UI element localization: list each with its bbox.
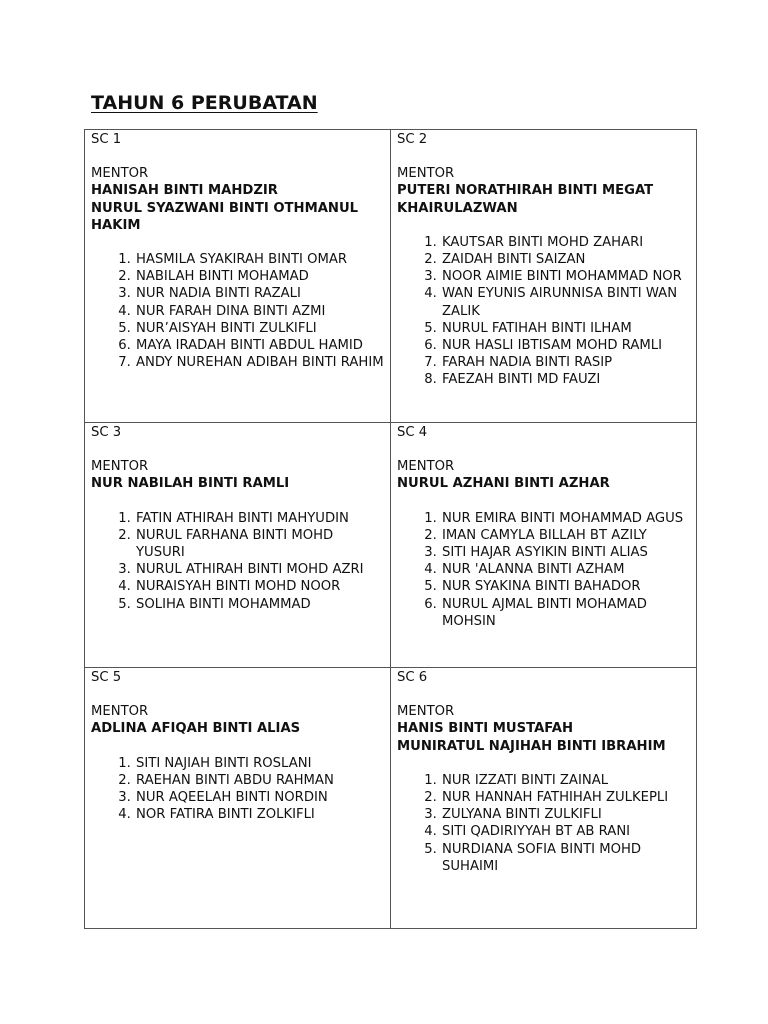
mentor-label: MENTOR [397,166,455,182]
list-item: 3. SITI HAJAR ASYIKIN BINTI ALIAS [441,544,690,561]
list-item: 1. SITI NAJIAH BINTI ROSLANI [135,755,384,772]
list-item: 5. NURUL FATIHAH BINTI ILHAM [441,320,690,337]
list-item: 2. RAEHAN BINTI ABDU RAHMAN [135,772,384,789]
group-cell [391,423,697,668]
mentor-name: HANISAH BINTI MAHDZIR [91,183,278,199]
table-row [85,668,697,929]
list-item: 2. IMAN CAMYLA BILLAH BT AZILY [441,527,690,544]
list-item: 5. SOLIHA BINTI MOHAMMAD [135,596,384,613]
list-item: 1. HASMILA SYAKIRAH BINTI OMAR [135,251,384,268]
list-item: 6. NUR HASLI IBTISAM MOHD RAMLI [441,337,690,354]
list-item: 4. NURAISYAH BINTI MOHD NOOR [135,578,384,595]
list-item: 8. FAEZAH BINTI MD FAUZI [441,371,690,388]
mentor-name: HANIS BINTI MUSTAFAH [397,721,574,737]
mentor-label: MENTOR [397,704,455,720]
group-cell [85,423,391,668]
group-cell [391,668,697,929]
list-item: 1. FATIN ATHIRAH BINTI MAHYUDIN [135,510,384,527]
group-label: SC 1 [91,132,122,147]
list-item: 4. NOR FATIRA BINTI ZOLKIFLI [135,806,384,823]
mentor-name: NURUL AZHANI BINTI AZHAR [397,476,610,492]
member-list [91,755,384,824]
member-list [397,510,690,630]
member-list [397,772,690,875]
list-item: 2. ZAIDAH BINTI SAIZAN [441,251,690,268]
group-cell [85,130,391,423]
list-item: 5. NUR SYAKINA BINTI BAHADOR [441,578,690,595]
list-item: 1. KAUTSAR BINTI MOHD ZAHARI [441,234,690,251]
group-label: SC 3 [91,425,122,440]
mentor-name: NURUL SYAZWANI BINTI OTHMANUL HAKIM [91,200,359,233]
mentor-label: MENTOR [91,704,149,720]
group-table [84,129,697,929]
list-item: 2. NUR HANNAH FATHIHAH ZULKEPLI [441,789,690,806]
table-row [85,130,697,423]
mentor-name: NUR NABILAH BINTI RAMLI [91,476,290,492]
list-item: 3. NUR AQEELAH BINTI NORDIN [135,789,384,806]
group-label: SC 4 [397,425,428,440]
page-title: TAHUN 6 PERUBATAN [91,92,318,114]
list-item: 3. NURUL ATHIRAH BINTI MOHD AZRI [135,561,384,578]
list-item: 2. NABILAH BINTI MOHAMAD [135,268,384,285]
list-item: 5. NUR’AISYAH BINTI ZULKIFLI [135,320,384,337]
group-cell [391,130,697,423]
list-item: 7. FARAH NADIA BINTI RASIP [441,354,690,371]
mentor-name: ADLINA AFIQAH BINTI ALIAS [91,721,301,737]
member-list [91,510,384,613]
group-cell [85,668,391,929]
mentor-label: MENTOR [91,459,149,475]
list-item: 7. ANDY NUREHAN ADIBAH BINTI RAHIM [135,354,384,371]
list-item: 4. WAN EYUNIS AIRUNNISA BINTI WAN ZALIK [441,285,690,319]
list-item: 4. SITI QADIRIYYAH BT AB RANI [441,823,690,840]
mentor-name: PUTERI NORATHIRAH BINTI MEGAT KHAIRULAZWAN [397,183,654,216]
group-label: SC 5 [91,670,122,685]
group-label: SC 6 [397,670,428,685]
list-item: 3. NUR NADIA BINTI RAZALI [135,285,384,302]
member-list [91,251,384,371]
list-item: 3. NOOR AIMIE BINTI MOHAMMAD NOR [441,268,690,285]
list-item: 5. NURDIANA SOFIA BINTI MOHD SUHAIMI [441,841,690,875]
list-item: 4. NUR 'ALANNA BINTI AZHAM [441,561,690,578]
list-item: 1. NUR EMIRA BINTI MOHAMMAD AGUS [441,510,690,527]
list-item: 2. NURUL FARHANA BINTI MOHD YUSURI [135,527,384,561]
list-item: 6. MAYA IRADAH BINTI ABDUL HAMID [135,337,384,354]
table-row [85,423,697,668]
member-list [397,234,690,389]
list-item: 3. ZULYANA BINTI ZULKIFLI [441,806,690,823]
list-item: 6. NURUL AJMAL BINTI MOHAMAD MOHSIN [441,596,690,630]
list-item: 1. NUR IZZATI BINTI ZAINAL [441,772,690,789]
mentor-label: MENTOR [91,166,149,182]
mentor-label: MENTOR [397,459,455,475]
mentor-name: MUNIRATUL NAJIHAH BINTI IBRAHIM [397,738,666,754]
group-label: SC 2 [397,132,428,147]
list-item: 4. NUR FARAH DINA BINTI AZMI [135,303,384,320]
